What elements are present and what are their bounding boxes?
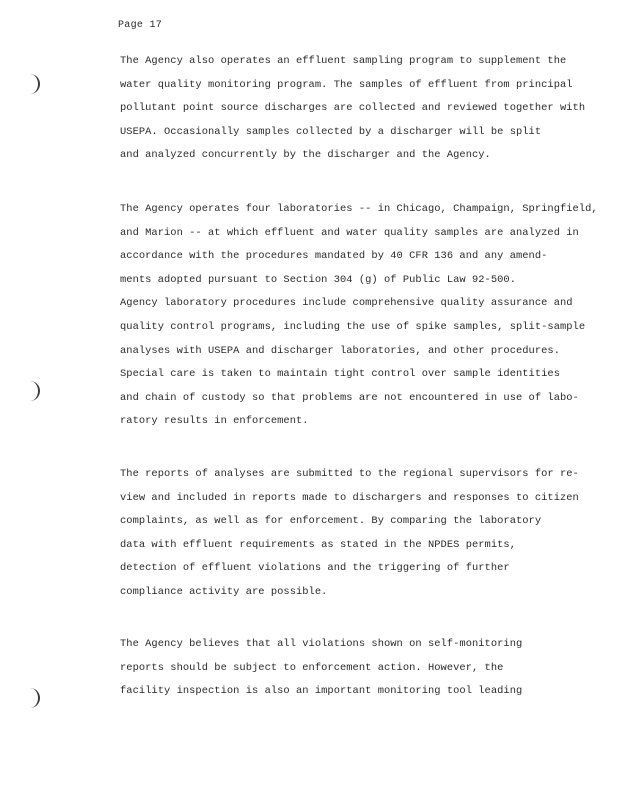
text-line: data with effluent requirements as stated in the NPDES permits, bbox=[120, 538, 516, 551]
text-line: and Marion -- at which effluent and water quality samples are analyzed in bbox=[120, 226, 579, 239]
text-line: ratory results in enforcement. bbox=[120, 415, 309, 428]
paragraph-effluent-sampling bbox=[120, 50, 590, 168]
paragraph-self-monitoring bbox=[120, 633, 590, 704]
page-number: Page 17 bbox=[118, 20, 163, 31]
binder-hole-mark bbox=[28, 74, 40, 94]
text-line: analyses with USEPA and discharger laboratories, and other procedures. bbox=[120, 344, 560, 357]
text-line: Special care is taken to maintain tight control over sample identities bbox=[120, 368, 560, 381]
text-line: quality control programs, including the use of spike samples, split-sample bbox=[120, 320, 586, 333]
text-line: and chain of custody so that problems are not encountered in use of labo- bbox=[120, 391, 579, 404]
text-line: view and included in reports made to dischargers and responses to citizen bbox=[120, 491, 579, 504]
text-line: accordance with the procedures mandated by 40 CFR 136 and any amend- bbox=[120, 250, 548, 263]
text-line: Agency laboratory procedures include comprehensive quality assurance and bbox=[120, 297, 573, 310]
text-line: complaints, as well as for enforcement. By comparing the laboratory bbox=[120, 515, 542, 528]
binder-hole-mark bbox=[28, 381, 40, 401]
text-line: The Agency believes that all violations shown on self-monitoring bbox=[120, 638, 523, 650]
text-line: The Agency also operates an effluent sampling program to supplement the bbox=[120, 55, 567, 67]
text-line: The reports of analyses are submitted to the regional supervisors for re- bbox=[120, 468, 579, 480]
text-line: and analyzed concurrently by the discharger and the Agency. bbox=[120, 149, 491, 162]
text-line: compliance activity are possible. bbox=[120, 585, 328, 598]
paragraph-reports-of-analyses bbox=[120, 463, 590, 605]
text-line: reports should be subject to enforcement action. However, the bbox=[120, 661, 504, 674]
binder-hole-mark bbox=[28, 688, 40, 708]
text-line: The Agency operates four laboratories -- in Chicago, Champaign, Springfield, bbox=[120, 203, 598, 215]
text-line: ments adopted pursuant to Section 304 (g) of Public Law 92-500. bbox=[120, 273, 516, 286]
text-line: USEPA. Occasionally samples collected by a discharger will be split bbox=[120, 125, 542, 138]
paragraph-laboratories bbox=[120, 198, 598, 434]
text-line: facility inspection is also an important monitoring tool leading bbox=[120, 685, 523, 698]
text-line: water quality monitoring program. The samples of effluent from principal bbox=[120, 78, 573, 91]
text-line: pollutant point source discharges are collected and reviewed together with bbox=[120, 102, 586, 115]
text-line: detection of effluent violations and the triggering of further bbox=[120, 562, 510, 575]
